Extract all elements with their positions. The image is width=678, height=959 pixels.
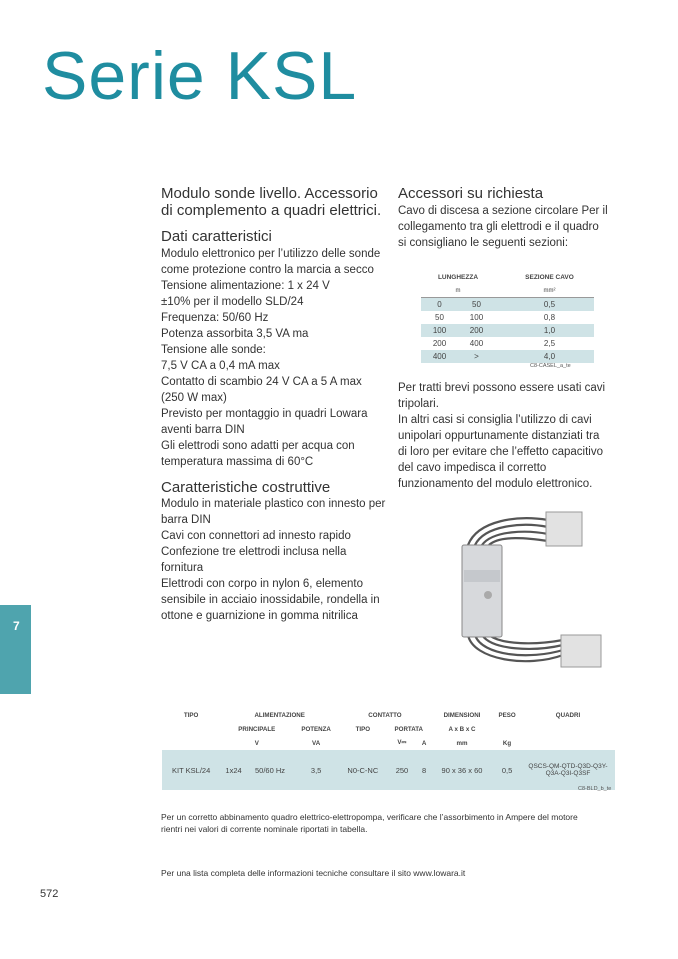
table-row: KIT KSL/24 1x24 50/60 Hz 3,5 N0-C-NC 250 8 90 x 36 x 60 0,5 QSCS-QM-QTD-Q3D-Q3Y-Q3A-Q3I-Q3SF — [162, 750, 615, 790]
accessories-intro: Cavo di discesa a sezione circolare Per il collegamento tra gli elettrodi e il quadro si consigliano le seguenti sezioni: — [398, 204, 608, 249]
module-led — [484, 591, 492, 599]
cable-section-table — [421, 270, 594, 363]
section-header: SEZIONE CAVO — [525, 273, 574, 281]
module-heading: Modulo sonde livello. Accessorio di complemento a quadri elettrici. — [161, 185, 382, 219]
connector-bottom — [561, 635, 601, 667]
header-cell: DIMENSIONI — [443, 711, 481, 719]
page-number: 572 — [40, 888, 59, 900]
accessories-heading: Accessori su richiesta — [398, 185, 544, 202]
spec-table — [162, 708, 615, 790]
spec-table-code: C8-BLD_b_te — [578, 786, 612, 792]
header-cell: QUADRI — [555, 711, 581, 719]
header-cell: TIPO — [183, 711, 199, 719]
data-line: Modulo elettronico per l’utilizzo delle sonde come protezione contro la marcia a secco — [161, 247, 381, 276]
data-line: Frequenza: 50/60 Hz — [161, 311, 269, 324]
construction-line: Cavi con connettori ad innesto rapido — [161, 530, 351, 542]
cable-table-code: C8-CASEL_a_te — [530, 363, 571, 369]
data-line: Tensione alimentazione: 1 x 24 V — [161, 279, 330, 292]
table-row: 200 400 2,5 — [432, 339, 556, 348]
header-cell: TIPO — [355, 725, 371, 733]
data-line: Contatto di scambio 24 V CA a 5 A max (250 W max) — [161, 375, 362, 404]
table-row: 100 200 1,0 — [421, 324, 594, 337]
table-row: 400 > 4,0 — [421, 350, 594, 363]
header-cell: ALIMENTAZIONE — [254, 711, 305, 719]
accessories-line: Per tratti brevi possono essere usati cavi tripolari. — [398, 382, 606, 410]
right-column — [398, 186, 610, 251]
construction-line: Elettrodi con corpo in nylon 6, elemento sensibile in acciaio inossidabile, rondella in ottone e guarnizione in gomma nitrilica — [161, 578, 380, 622]
header-cell: PESO — [498, 711, 516, 719]
data-line: Tensione alle sonde: — [161, 343, 266, 356]
unit-cell: mm — [456, 739, 468, 747]
level-probe-module-image — [458, 500, 608, 675]
unit-cell: A — [421, 739, 427, 747]
page-title: Serie KSL — [42, 38, 358, 114]
unit-cell: V — [254, 739, 259, 747]
section-unit: mm² — [505, 284, 594, 298]
header-cell: POTENZA — [301, 725, 331, 733]
accessories-notes — [398, 380, 610, 492]
accessories-line: In altri casi si consiglia l’utilizzo di cavi unipolari oppurtunamente distanziati tra di loro per evitare che l’effetto capacitivo del cavo impedisca il corretto funzionamento del modulo elettronico. — [398, 414, 603, 490]
construction-heading: Caratteristiche costruttive — [161, 478, 331, 496]
construction-line: Confezione tre elettrodi inclusa nella fornitura — [161, 546, 347, 574]
table-row: 0 50 0,5 — [421, 298, 594, 312]
section-tab: 7 — [0, 605, 31, 694]
connector-top — [546, 512, 582, 546]
unit-cell: V⎓ — [397, 739, 407, 746]
unit-cell: VA — [312, 739, 321, 747]
unit-cell: Kg — [502, 739, 512, 747]
data-line: Previsto per montaggio in quadri Lowara aventi barra DIN — [161, 407, 368, 436]
header-cell: PORTATA — [394, 725, 424, 733]
header-cell: PRINCIPALE — [238, 725, 276, 733]
module-label — [464, 570, 500, 582]
construction-line: Modulo in materiale plastico con innesto per barra DIN — [161, 498, 386, 526]
din-module-body — [462, 545, 502, 637]
data-line: ±10% per il modello SLD/24 — [161, 295, 304, 308]
website-note: Per una lista completa delle informazioni tecniche consultare il sito www.lowara.it — [161, 868, 466, 878]
length-unit: m — [421, 284, 495, 298]
footnote: Per un corretto abbinamento quadro elettrico-elettropompa, verificare che l’assorbimento in Ampere del motore rientri nei valori di corrente nominale riportati in tabella. — [161, 812, 578, 834]
header-cell: A x B x C — [448, 725, 476, 733]
table-row: 50 100 0,8 — [435, 313, 556, 322]
data-line: 7,5 V CA a 0,4 mA max — [161, 359, 280, 372]
data-line: Potenza assorbita 3,5 VA ma — [161, 327, 309, 340]
length-header: LUNGHEZZA — [437, 273, 479, 281]
data-line: Gli elettrodi sono adatti per acqua con temperatura massima di 60°C — [161, 439, 355, 468]
data-heading: Dati caratteristici — [161, 228, 272, 245]
left-column — [161, 186, 386, 624]
header-cell: CONTATTO — [368, 711, 402, 719]
